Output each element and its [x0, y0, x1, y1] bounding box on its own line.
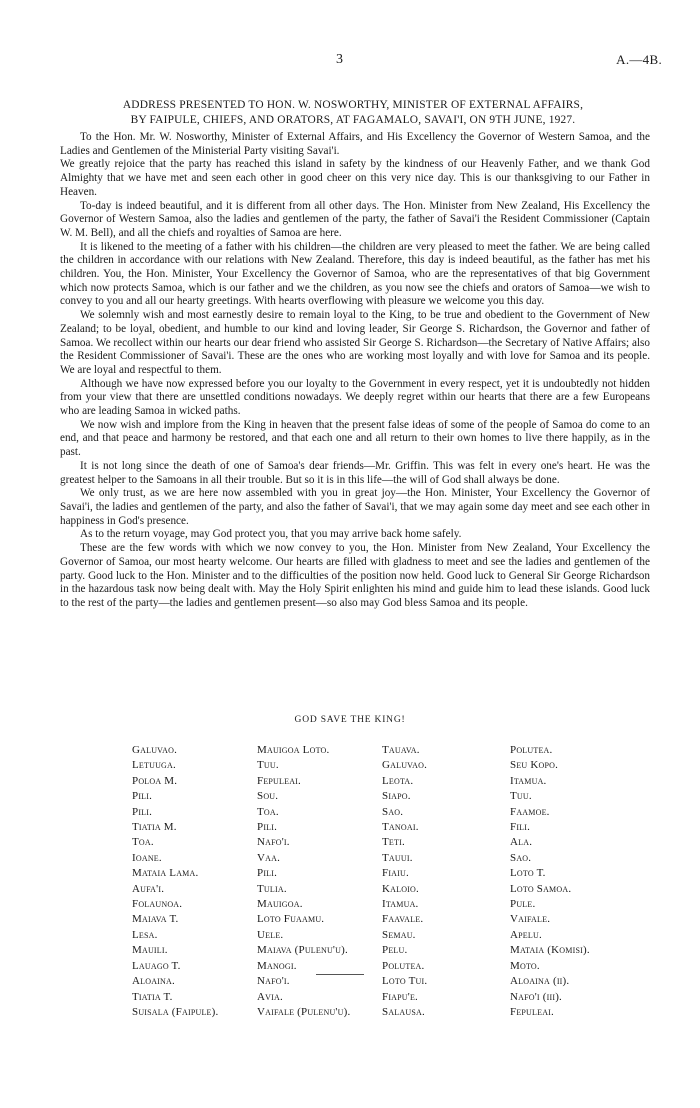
signatory-name: Poloa M.: [132, 774, 178, 787]
signatory-name: Mataia Lama.: [132, 867, 199, 880]
signatory-name: Avia.: [257, 990, 283, 1003]
title-line-1: ADDRESS PRESENTED TO HON. W. NOSWORTHY, MINISTER OF EXTERNAL AFFAIRS,: [122, 99, 584, 111]
signatory-name: Polutea.: [382, 959, 425, 972]
signatory-name: Tulia.: [257, 882, 287, 895]
signatory-name: Mataia (Komisi).: [510, 944, 590, 957]
body-paragraph: It is likened to the meeting of a father with his children—the children are very pleased to meet the father. We are being called the children in accordance with our relations with New Zealand. Therefore, this day is indeed beautiful, as the father has met his children. You, the Hon. Minister, Your Excellency the Governor of Samoa, who are the representatives of that big Government which now protects Samoa, which is our father and we the children, as you now see the chiefs and orators of Samoa—we wish to convey to you and all our hearty greetings. With hearts overflowing with pleasure we welcome you this day.: [60, 240, 650, 308]
signatory-name: Vaifale (Pulenu'u).: [257, 1005, 351, 1018]
signatory-name: Apelu.: [510, 928, 542, 941]
signatory-name: Moto.: [510, 959, 540, 972]
signatory-name: Siapo.: [382, 790, 411, 803]
signatory-name: Pili.: [132, 805, 153, 818]
body-paragraph: It is not long since the death of one of Samoa's dear friends—Mr. Griffin. This was felt in every one's heart. He was the greatest helper to the Samoans in all their trouble. But so it is in this life—the will of God shall always be done.: [60, 459, 650, 486]
body-paragraph: As to the return voyage, may God protect you, that you may arrive back home safely.: [80, 528, 462, 541]
signatory-name: Itamua.: [382, 898, 419, 911]
signatory-name: Aloaina.: [132, 975, 175, 988]
body-paragraph: We only trust, as we are here now assembled with you in great joy—the Hon. Minister, Your Excellency the Governor of Savai'i, the ladies and gentlemen of the party, and also the father of Savai'i, that we may again some day meet and see each other in happiness in God's presence.: [60, 487, 650, 527]
signatory-name: Tauava.: [382, 744, 420, 756]
signatory-name: Mauigoa Loto.: [257, 744, 330, 756]
signatory-name: Vaifale.: [510, 913, 551, 926]
signatory-name: Fepuleai.: [510, 1005, 554, 1018]
signatory-name: Manogi.: [257, 959, 297, 972]
signatory-name: Galuvao.: [132, 744, 178, 756]
body-paragraph: To-day is indeed beautiful, and it is different from all other days. The Hon. Minister from New Zealand, His Excellency the Governor of Western Samoa, also the ladies and gentlemen of the party, the father of Savai'i the Resident Commissioner (Captain W. M. Bell), and all the chiefs and royalties of Samoa are here.: [60, 199, 650, 239]
signatory-name: Kaloio.: [382, 882, 419, 895]
signatory-name: Fiaiu.: [382, 867, 409, 880]
signatory-name: Ioane.: [132, 851, 162, 864]
signatories-column-3: [382, 743, 427, 1020]
signatory-name: Polutea.: [510, 744, 553, 756]
signatory-name: Folaunoa.: [132, 898, 183, 911]
signatory-name: Lesa.: [132, 928, 158, 941]
signatory-name: Ala.: [510, 836, 533, 849]
body-paragraph: We solemnly wish and most earnestly desire to remain loyal to the King, to be true and obedient to the Government of New Zealand; to be loyal, obedient, and humble to our kind and loving leader, Sir George S. Richardson, the Governor and father of Samoa. We recollect within our hearts our dear friend who assisted Sir George S. Richardson—the Secretary of Native Affairs; also the Resident Commissioner of Savai'i. These are the ones who are working most loyally and with love for Samoa and its people. We are loyal and respectful to them.: [60, 309, 650, 376]
signatory-name: Fiapu'e.: [382, 990, 419, 1003]
signatory-name: Suisala (Faipule).: [132, 1005, 219, 1018]
body-paragraph: These are the few words with which we now convey to you, the Hon. Minister from New Zealand, Your Excellency the Governor of Samoa, our most hearty welcome. Our hearts are filled with gladness to meet and see the ladies and gentlemen of the party. Good luck to the Hon. Minister and to the difficulties of the position now held. Good luck to General Sir George Richardson in the hazardous task now being dealt with. May the Holy Spirit enlighten his mind and guide him to lead these islands. Good luck to the rest of the party—the ladies and gentlemen present—so also may God bless Samoa and its people.: [60, 542, 650, 609]
signatory-name: Salausa.: [382, 1005, 425, 1018]
signatory-name: Vaa.: [257, 851, 281, 864]
signatory-name: Maiava (Pulenu'u).: [257, 944, 348, 957]
signatory-name: Itamua.: [510, 774, 547, 787]
signatory-name: Tiatia M.: [132, 821, 177, 834]
signatory-name: Tuu.: [510, 790, 532, 803]
signatory-name: Toa.: [257, 805, 279, 818]
signatory-name: Loto Fuaamu.: [257, 913, 325, 926]
signatory-name: Semau.: [382, 928, 416, 941]
signatory-name: Maiava T.: [132, 913, 179, 926]
signatory-name: Loto Tui.: [382, 975, 428, 988]
signatory-name: Pule.: [510, 898, 536, 911]
signatory-name: Aloaina (ii).: [510, 975, 570, 988]
body-paragraph: Although we have now expressed before you our loyalty to the Government in every respect, yet it is undoubtedly not hidden from your view that there are unsettled conditions nowadays. We deeply regret within our hearts that there are a few Europeans who are leading Samoa in wicked paths.: [60, 377, 650, 418]
signatory-name: Tuu.: [257, 759, 279, 772]
signatory-name: Loto T.: [510, 867, 546, 880]
signatory-name: Tiatia T.: [132, 990, 173, 1003]
signatory-name: Sao.: [510, 851, 532, 864]
body-paragraph: We greatly rejoice that the party has reached this island in safety by the kindness of our Heavenly Father, and we thank God Almighty that we have met and seen each other in good cheer on this very nice day. This is our thanksgiving to our Father in Heaven.: [60, 158, 650, 198]
signatory-name: Letuuga.: [132, 759, 176, 772]
signatory-name: Sou.: [257, 790, 279, 803]
body-paragraph: We now wish and implore from the King in heaven that the present false ideas of some of the people of Samoa do come to an end, and that peace and harmony be restored, and that each one and all return to their own homes to live there happily, as in the past.: [60, 418, 650, 459]
signatory-name: Pili.: [257, 821, 278, 834]
signatory-name: Lauago T.: [132, 959, 181, 972]
signatories-column-2: [257, 743, 350, 1020]
signatory-name: Mauigoa.: [257, 898, 303, 911]
signatories-column-1: [132, 743, 218, 1020]
signatory-name: Nafo'i.: [257, 836, 290, 849]
signatory-name: Faavale.: [382, 913, 424, 926]
signatory-name: Fili.: [510, 821, 531, 834]
signatory-name: Pili.: [132, 790, 153, 803]
signatory-name: Tauui.: [382, 851, 413, 864]
signatory-name: Uele.: [257, 928, 284, 941]
signatory-name: Pelu.: [382, 944, 408, 957]
signatory-name: Toa.: [132, 836, 154, 849]
signatory-name: Faamoe.: [510, 805, 550, 818]
signatory-name: Tanoai.: [382, 821, 419, 834]
signatory-name: Nafo'i.: [257, 975, 290, 988]
signatories-column-4: [510, 743, 590, 1020]
signatory-name: Nafo'i (iii).: [510, 990, 563, 1003]
signatory-name: Mauili.: [132, 944, 168, 957]
signatory-name: Teti.: [382, 836, 405, 849]
signatory-name: Pili.: [257, 867, 278, 880]
address-body: [60, 131, 650, 611]
title-line-2: BY FAIPULE, CHIEFS, AND ORATORS, AT FAGAMALO, SAVAI'I, ON 9TH JUNE, 1927.: [130, 114, 576, 126]
signatory-name: Galuvao.: [382, 759, 428, 772]
signatory-name: Loto Samoa.: [510, 882, 572, 895]
signatory-name: Fepuleai.: [257, 774, 301, 787]
signatory-name: Seu Kopo.: [510, 759, 559, 772]
closing-rule: [316, 974, 364, 975]
god-save-the-king: GOD SAVE THE KING!: [294, 715, 406, 725]
signatory-name: Aufa'i.: [132, 882, 165, 895]
document-reference: A.—4B.: [616, 52, 662, 67]
signatory-name: Leota.: [382, 774, 414, 787]
signatory-name: Sao.: [382, 805, 404, 818]
page-number: 3: [336, 52, 343, 67]
address-title: [58, 98, 648, 128]
addressee-paragraph: To the Hon. Mr. W. Nosworthy, Minister of External Affairs, and His Excellency the Governor of Western Samoa, and the Ladies and Gentlemen of the Ministerial Party visiting Savai'i.: [60, 131, 650, 157]
